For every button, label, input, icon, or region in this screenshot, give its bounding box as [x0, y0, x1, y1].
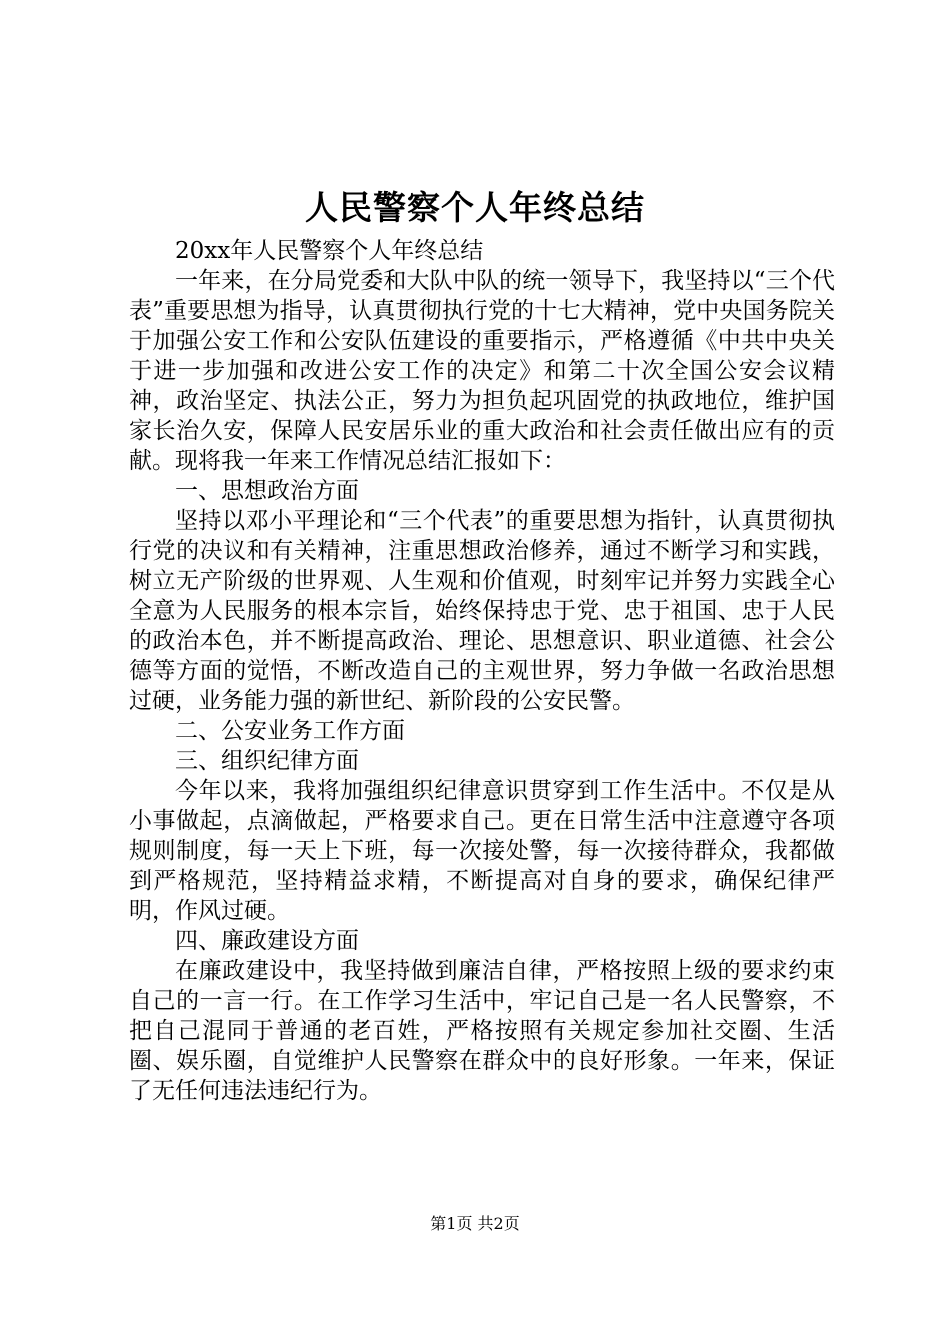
paragraph-section-4: 在廉政建设中，我坚持做到廉洁自律，严格按照上级的要求约束自己的一言一行。在工作学习生活中，牢记自己是一名人民警察，不把自己混同于普通的老百姓，严格按照有关规定参加社交圈、生活圈、娱乐圈，自觉维护人民警察在群众中的良好形象。一年来，保证了无任何违法违纪行为。	[129, 958, 835, 1104]
section-heading-2: 二、公安业务工作方面	[175, 718, 405, 744]
paragraph-intro: 一年来，在分局党委和大队中队的统一领导下，我坚持以“三个代表”重要思想为指导，认真贯彻执行党的十七大精神，党中央国务院关于加强公安工作和公安队伍建设的重要指示，严格遵循《中共中央关于进一步加强和改进公安工作的决定》和第二十次全国公安会议精神，政治坚定、执法公正，努力为担负起巩固党的执政地位，维护国家长治久安，保障人民安居乐业的重大政治和社会责任做出应有的贡献。现将我一年来工作情况总结汇报如下：	[129, 268, 835, 474]
paragraph-section-1: 坚持以邓小平理论和“三个代表”的重要思想为指针，认真贯彻执行党的决议和有关精神，注重思想政治修养，通过不断学习和实践，树立无产阶级的世界观、人生观和价值观，时刻牢记并努力实践全心全意为人民服务的根本宗旨，始终保持忠于党、忠于祖国、忠于人民的政治本色，并不断提高政治、理论、思想意识、职业道德、社会公德等方面的觉悟，不断改造自己的主观世界，努力争做一名政治思想过硬，业务能力强的新世纪、新阶段的公安民警。	[129, 508, 835, 714]
document-title: 人民警察个人年终总结	[305, 188, 645, 227]
paragraph-section-3: 今年以来，我将加强组织纪律意识贯穿到工作生活中。不仅是从小事做起，点滴做起，严格要求自己。更在日常生活中注意遵守各项规则制度，每一天上下班，每一次接处警，每一次接待群众，我都做到严格规范，坚持精益求精，不断提高对自身的要求，确保纪律严明，作风过硬。	[129, 778, 835, 924]
section-heading-3: 三、组织纪律方面	[175, 748, 359, 774]
section-heading-4: 四、廉政建设方面	[175, 928, 359, 954]
document-body	[129, 236, 835, 1106]
page-footer: 第1页 共2页	[430, 1214, 520, 1233]
section-heading-1: 一、思想政治方面	[175, 478, 359, 504]
paragraph-subtitle: 20xx年人民警察个人年终总结	[175, 238, 484, 264]
